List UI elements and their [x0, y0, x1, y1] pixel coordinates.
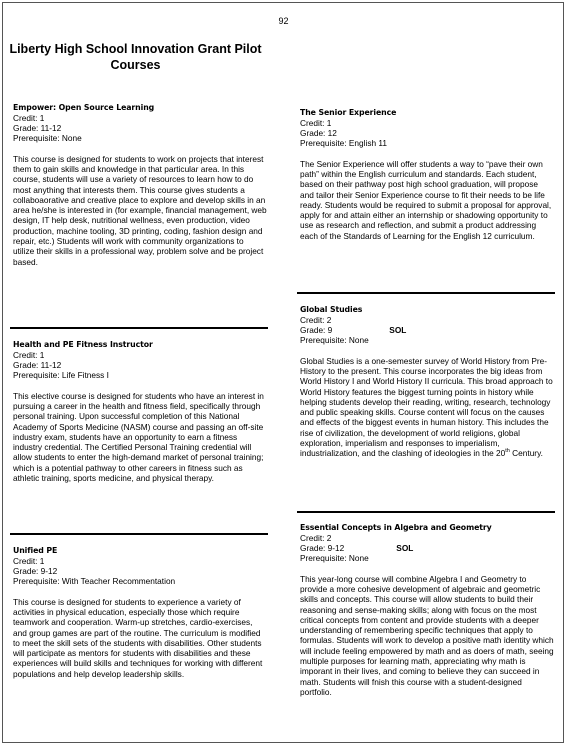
course-description — [300, 356, 554, 459]
course-title: Essential Concepts in Algebra and Geometry — [300, 523, 492, 532]
course-algebra-geometry — [300, 523, 554, 697]
document-title: Liberty High School Innovation Grant Pilot Courses — [9, 42, 262, 72]
course-empower — [13, 103, 267, 267]
course-prerequisite: Prerequisite: None — [300, 553, 369, 564]
course-grade: Grade: 11-12 — [13, 123, 62, 134]
superscript-th: th — [505, 448, 510, 455]
course-description-text: Global Studies is a one-semester survey of World History from Pre-History to the present. This course incorporates the big ideas from World History I and World History II curricula. This broad approach to World History features the biggest turning points in history while helping students develop their reading, writing, research, technology and public speaking skills. Course content will focus on the causes and effects of the biggest events in human history. This includes the rise of civilization, the development of world religions, global exploration, imperialism and responses to imperialism, industrialization, and the clashing of ideologies in the 20 — [300, 355, 553, 459]
course-grade: Grade: 9 — [300, 325, 333, 336]
course-description-end: Century. — [509, 448, 543, 459]
course-credit: Credit: 2 — [300, 315, 332, 325]
course-grade: Grade: 11-12 — [13, 360, 62, 371]
course-health-pe-fitness — [13, 340, 267, 483]
course-prerequisite: Prerequisite: With Teacher Recommentation — [13, 576, 176, 587]
course-senior-experience — [300, 108, 554, 241]
course-prerequisite: Prerequisite: Life Fitness I — [13, 370, 109, 381]
course-description: The Senior Experience will offer students a way to “pave their own path” within the English curriculum and standards. Each student, based on their pathway post high school graduation, will propose and tailor their Senior Experience course to fit their needs to be life ready. Students would be required to submit a proposal for approval, apply for and attain either an internship or shadowing opportunity to use as research and reflection, and submit a product addressing each of the Standards of Learning for the English 12 curriculum. — [300, 158, 552, 241]
course-grade: Grade: 9-12 — [300, 543, 345, 554]
course-title: Global Studies — [300, 305, 363, 314]
course-credit: Credit: 1 — [300, 118, 332, 128]
course-prerequisite: Prerequisite: None — [300, 335, 369, 346]
course-global-studies — [300, 305, 554, 459]
course-unified-pe — [13, 546, 267, 679]
course-credit: Credit: 1 — [13, 113, 45, 123]
course-title: The Senior Experience — [300, 108, 397, 117]
course-grade: Grade: 12 — [300, 128, 337, 139]
sol-badge: SOL — [396, 543, 414, 554]
section-divider — [10, 327, 268, 329]
course-description: This year-long course will combine Algebra I and Geometry to provide a more cohesive development of algebraic and geometric skills and concepts. This course will allow students to build their reasoning and sense-making skills; along with focus on the most critical concepts from content and provide students with a deeper understanding of remembering specific techniques that apply to formulas. Students will work to develop a positive math identity which will include feeling empowered by math and as doers of math, seeing multiple purposes for learning math, appreciating why math is imporant in their lives, and coming to believe they can succeed in math. Students will fnish this course with a student-designed portfolio. — [300, 573, 554, 697]
section-divider — [297, 511, 555, 513]
course-grade-row — [300, 325, 554, 335]
course-prerequisite: Prerequisite: English 11 — [300, 138, 388, 149]
course-grade-row — [300, 543, 554, 553]
sol-badge: SOL — [389, 325, 407, 336]
page-number: 92 — [278, 16, 289, 26]
section-divider — [10, 533, 268, 535]
course-description: This elective course is designed for students who have an interest in pursuing a career in the health and fitness field, specifically through personal training. Upon successful completion of this National Academy of Sports Medicine (NASM) course and passing an off-site industry exam, students have an opportunity to earn a fitness industry credential. The Certified Personal Training credential will allow students to enter the high-demand market of personal training; which is a potential pathway to other careers in fitness such as athletic training, sports medicine, and physical therapy. — [13, 390, 264, 483]
course-title: Unified PE — [13, 546, 58, 555]
section-divider — [297, 292, 555, 294]
course-prerequisite: Prerequisite: None — [13, 133, 82, 144]
course-title: Empower: Open Source Learning — [13, 103, 155, 112]
course-title: Health and PE Fitness Instructor — [13, 340, 153, 349]
course-credit: Credit: 2 — [300, 533, 332, 543]
course-description: This course is designed for students to experience a variety of activities in physical education, especially those which require teamwork and cooperation. Warm-up stretches, cardio-exercises, and group games are part of the routine. The curriculum is modified to meet the skill sets of the students with disabilities. Other students will participate as mentors for students with disabilities and these experiences will build skills and techniques for working with different populations and help develop leadership skills. — [13, 596, 263, 679]
course-credit: Credit: 1 — [13, 556, 45, 566]
course-credit: Credit: 1 — [13, 350, 45, 360]
course-description: This course is designed for students to work on projects that interest them to gain skills and knowledge in that particular area. In this course, students will use a variety of resources to learn how to do most anything that interests them. This course gives students a collaboaorative and creative place to explore and develop skills in an area he/she is interested in (for example, financial management, web design, IT help desk, nutritional wellness, even production, video production, machine tooling, 3D printing, coding, fashion design and repair, etc.) Students will work with community organizations to utilize their skills in a professional way, problem solve and be project based. — [13, 153, 267, 267]
course-grade: Grade: 9-12 — [13, 566, 58, 577]
